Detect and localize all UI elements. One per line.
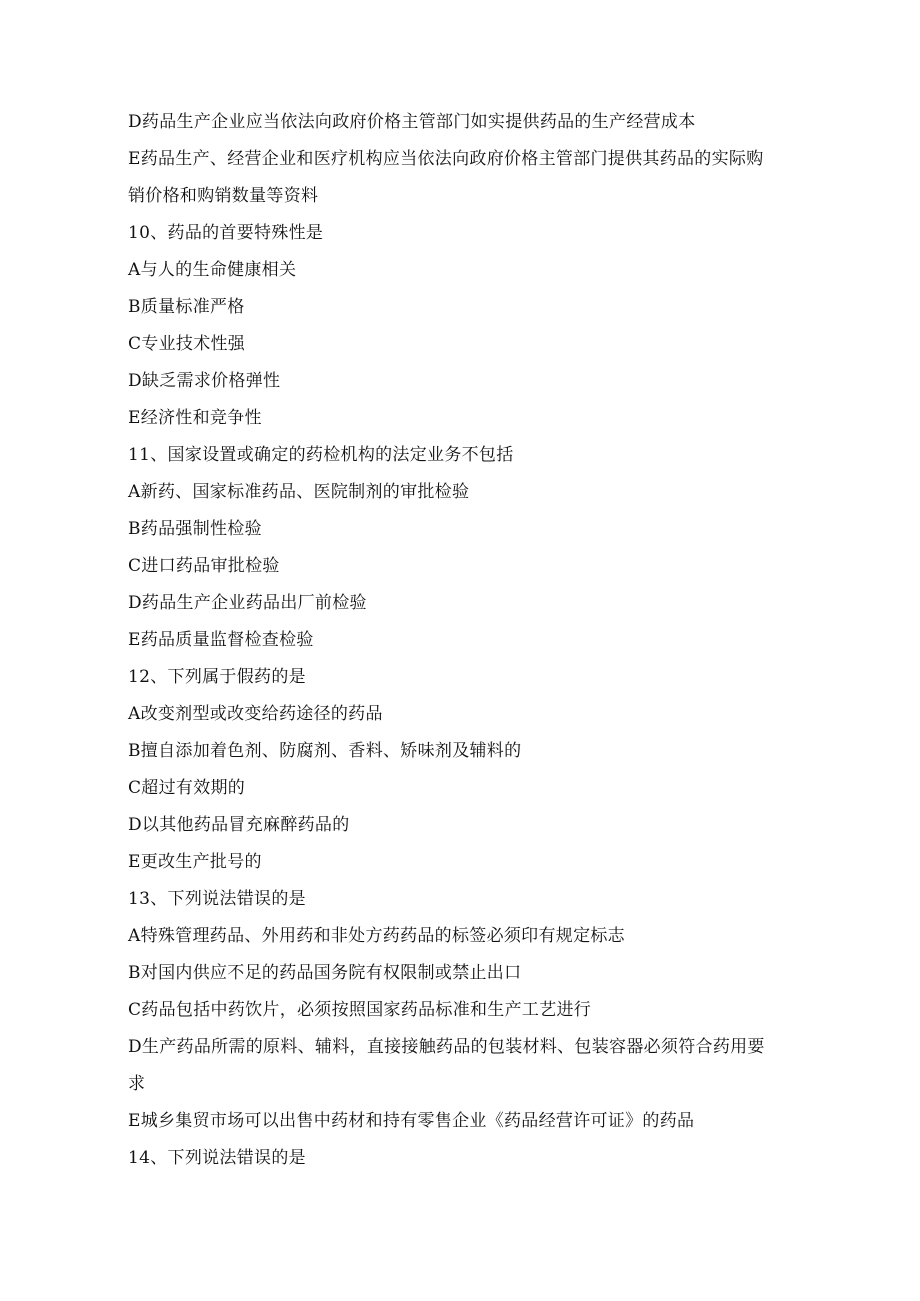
text-line: E药品生产、经营企业和医疗机构应当依法向政府价格主管部门提供其药品的实际购	[128, 149, 764, 169]
answer-option: C药品包括中药饮片，必须按照国家药品标准和生产工艺进行	[128, 1000, 592, 1020]
answer-option: E城乡集贸市场可以出售中药材和持有零售企业《药品经营许可证》的药品	[128, 1111, 695, 1131]
answer-option: D以其他药品冒充麻醉药品的	[128, 815, 350, 835]
answer-option: D药品生产企业药品出厂前检验	[128, 593, 367, 613]
answer-option: E药品质量监督检查检验	[128, 630, 314, 650]
question-heading: 11、国家设置或确定的药检机构的法定业务不包括	[128, 445, 514, 465]
answer-option: C专业技术性强	[128, 334, 246, 354]
question-heading: 13、下列说法错误的是	[128, 889, 306, 909]
answer-option: C超过有效期的	[128, 778, 246, 798]
answer-option: E经济性和竞争性	[128, 408, 262, 428]
text-line: D药品生产企业应当依法向政府价格主管部门如实提供药品的生产经营成本	[128, 112, 696, 132]
question-heading: 10、药品的首要特殊性是	[128, 223, 324, 243]
answer-option: A新药、国家标准药品、医院制剂的审批检验	[128, 482, 470, 502]
answer-option: A与人的生命健康相关	[128, 260, 297, 280]
answer-option: E更改生产批号的	[128, 852, 262, 872]
document-body	[128, 104, 818, 1177]
answer-option: D生产药品所需的原料、辅料，直接接触药品的包装材料、包装容器必须符合药用要	[128, 1037, 765, 1057]
answer-option: B质量标准严格	[128, 297, 245, 317]
text-line: 销价格和购销数量等资料	[128, 186, 319, 206]
answer-option: B药品强制性检验	[128, 519, 262, 539]
answer-option: B擅自添加着色剂、防腐剂、香料、矫味剂及辅料的	[128, 741, 522, 761]
answer-option: A特殊管理药品、外用药和非处方药药品的标签必须印有规定标志	[128, 926, 625, 946]
text-line: 求	[128, 1074, 146, 1094]
answer-option: C进口药品审批检验	[128, 556, 280, 576]
answer-option: B对国内供应不足的药品国务院有权限制或禁止出口	[128, 963, 522, 983]
question-heading: 14、下列说法错误的是	[128, 1148, 306, 1168]
question-heading: 12、下列属于假药的是	[128, 667, 306, 687]
answer-option: D缺乏需求价格弹性	[128, 371, 281, 391]
answer-option: A改变剂型或改变给药途径的药品	[128, 704, 383, 724]
